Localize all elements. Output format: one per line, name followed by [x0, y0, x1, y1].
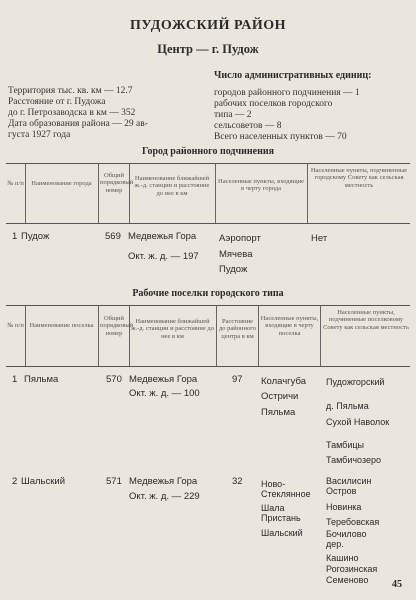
t2-row1-num: 1 — [12, 374, 18, 385]
t2-row1-station: Медвежья Гора — [129, 374, 198, 385]
t2-row2-subordinate-6: Рогозинская — [326, 564, 378, 574]
t1-header-subordinate: Населенные пункты, подчиненные городскому Совету как сельская местность — [310, 167, 408, 189]
info-left-line-4: Дата образования района — 29 ав- — [8, 119, 148, 129]
t2-row1-subordinate-2: д. Пяльма — [326, 401, 369, 411]
t2-header-name: Наименование поселка — [29, 322, 94, 329]
t2-row1-subordinate-1: Пудожгорский — [326, 377, 385, 387]
t2-header-subordinate: Населенные пункты, подчиненные поселковому Совету как сельская местность — [323, 309, 409, 331]
t1-header-name: Наименование города — [31, 180, 92, 187]
t1-header-code: Общий порядковый номер — [100, 172, 134, 194]
t2-row2-subordinate-1: Василисин Остров — [326, 476, 372, 496]
t1-row-station: Медвежья Гора — [128, 231, 197, 242]
info-left-line-5: густа 1927 года — [8, 130, 71, 140]
t1-row-code: 569 — [105, 231, 121, 242]
t1-row-subordinate: Нет — [311, 233, 328, 244]
t1-header-settlements: Населенные пункты, входящие в черту города — [218, 178, 304, 193]
t2-row2-settlement-3: Шальский — [261, 528, 303, 538]
t2-row2-num: 2 — [12, 476, 18, 487]
admin-units-heading: Число административных единиц: — [214, 70, 372, 81]
info-right-line-3: типа — 2 — [214, 110, 252, 120]
t1-row-name: Пудож — [21, 231, 50, 242]
t2-row1-code: 570 — [106, 374, 122, 385]
t1-header-station: Наименование ближайшей ж.-д. станции и расстояние до нее в км — [134, 175, 210, 197]
t2-row2-subordinate-4: Бочилово дер. — [326, 529, 367, 549]
t2-header-num: № п/п — [7, 322, 24, 329]
t1-row-settlement-3: Пудож — [219, 264, 248, 275]
t2-row2-center-distance: 32 — [232, 476, 243, 487]
t2-header-code: Общий порядковый номер — [100, 315, 134, 337]
t2-row1-center-distance: 97 — [232, 374, 243, 385]
t2-header-settlements: Населенные пункты, входящие в черту поселка — [260, 315, 319, 337]
t2-row1-settlement-1: Колачгуба — [261, 376, 307, 387]
info-left-line-1: Территория тыс. кв. км — 12.7 — [8, 86, 133, 96]
info-left-line-2: Расстояние от г. Пудожа — [8, 97, 106, 107]
section-city-title: Город районного подчинения — [141, 146, 275, 157]
t2-row2-settlement-1: Ново-Стеклянное — [261, 479, 311, 499]
t2-row1-distance: Окт. ж. д. — 100 — [129, 388, 200, 399]
t2-row2-subordinate-2: Новинка — [326, 502, 362, 512]
page-title: ПУДОЖСКИЙ РАЙОН — [130, 18, 286, 33]
t2-row2-station: Медвежья Гора — [129, 476, 198, 487]
info-right-line-5: Всего населенных пунктов — 70 — [214, 132, 347, 142]
t1-header-num: № п/п — [7, 180, 24, 187]
t2-row1-settlement-3: Пяльма — [261, 407, 296, 418]
t2-row1-name: Пяльма — [24, 374, 59, 385]
t2-row1-subordinate-5: Тамбичозеро — [326, 455, 382, 465]
t1-row-settlement-2: Мячева — [219, 249, 253, 260]
info-right-line-2: рабочих поселков городского — [214, 99, 333, 109]
t1-row-settlement-1: Аэропорт — [219, 233, 261, 244]
t2-row2-settlement-2: Шала Пристань — [261, 503, 301, 523]
t2-row1-settlement-2: Остричи — [261, 391, 299, 402]
info-right-line-4: сельсоветов — 8 — [214, 121, 282, 131]
info-left-line-3: до г. Петрозаводска в км — 352 — [8, 108, 136, 118]
t1-row-num: 1 — [12, 231, 18, 242]
t2-header-station: Наименование ближайшей ж.-д. станции и расстояние до нее в км — [131, 318, 214, 340]
t2-row2-subordinate-7: Семеново — [326, 575, 369, 585]
t2-row2-name: Шальский — [21, 476, 66, 487]
page-subtitle: Центр — г. Пудож — [157, 42, 259, 56]
t2-row1-subordinate-4: Тамбицы — [326, 440, 364, 450]
info-right-line-1: городов районного подчинения — 1 — [214, 88, 360, 98]
t2-row2-subordinate-3: Теребовская — [326, 517, 380, 527]
t2-row2-subordinate-5: Кашино — [326, 553, 359, 563]
page-number: 45 — [392, 579, 402, 590]
t1-row-distance: Окт. ж. д. — 197 — [128, 251, 199, 262]
t2-row2-code: 571 — [106, 476, 122, 487]
t2-row2-distance: Окт. ж. д. — 229 — [129, 491, 200, 502]
t2-header-distance-center: Расстояние до районного центра в км — [218, 318, 256, 340]
section-workers-title: Рабочие поселки городского типа — [132, 288, 284, 299]
t2-row1-subordinate-3: Сухой Наволок — [326, 417, 390, 427]
